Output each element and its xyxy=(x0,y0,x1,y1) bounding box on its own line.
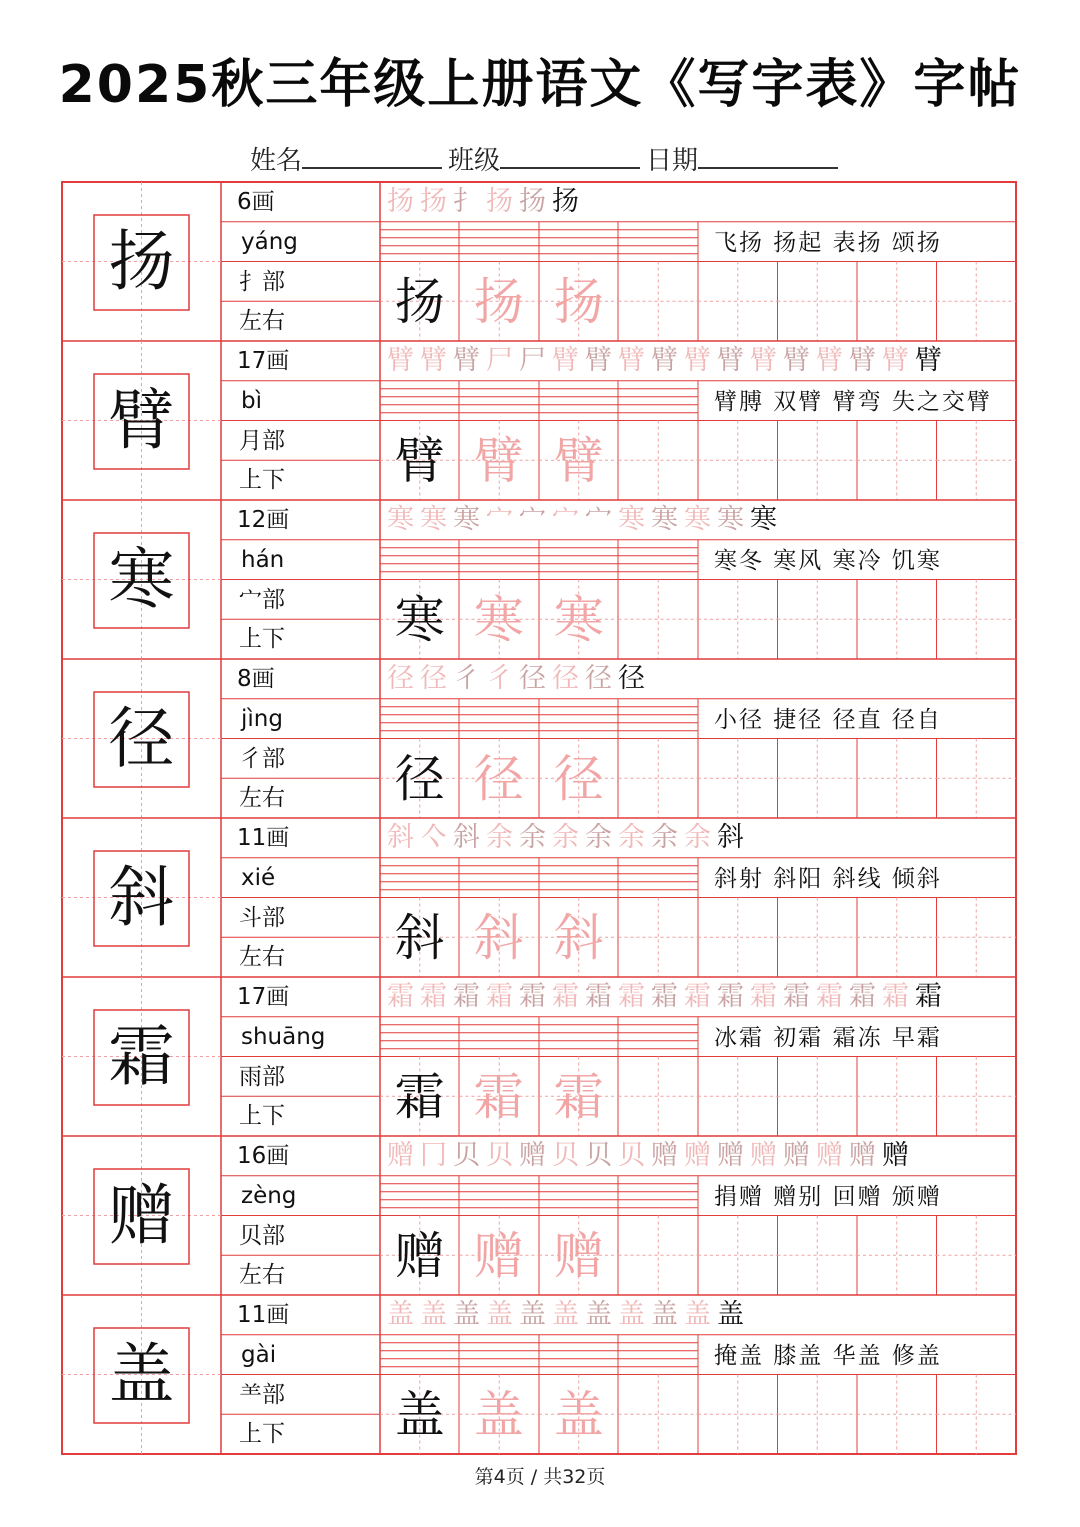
structure: 左右 xyxy=(239,308,285,335)
target-character: 臂 xyxy=(108,382,175,459)
stroke-order xyxy=(384,820,747,856)
target-character: 寒 xyxy=(108,541,175,618)
pinyin: bì xyxy=(241,387,262,414)
stroke-step: 臂 xyxy=(618,345,645,376)
stroke-step: 赠 xyxy=(783,1140,810,1171)
stroke-count: 8画 xyxy=(237,666,275,692)
radical: 扌部 xyxy=(239,268,285,295)
practice-model-char: 径 xyxy=(394,749,445,808)
practice-trace-char: 寒 xyxy=(473,590,524,649)
stroke-step: 余 xyxy=(519,822,546,853)
stroke-order xyxy=(384,979,945,1015)
stroke-step: 径 xyxy=(585,663,612,694)
pinyin: xié xyxy=(241,864,276,891)
stroke-step: 赠 xyxy=(849,1140,876,1171)
stroke-step: 霜 xyxy=(552,981,579,1012)
pinyin: yáng xyxy=(241,228,298,255)
practice-trace-char: 扬 xyxy=(473,272,524,331)
stroke-step: 霜 xyxy=(915,981,942,1012)
class-label: 班级 xyxy=(448,146,501,176)
stroke-step: 霜 xyxy=(717,981,744,1012)
radical: 宀部 xyxy=(239,586,285,613)
stroke-step: 臂 xyxy=(816,345,843,376)
stroke-step: 盖 xyxy=(453,1299,480,1330)
practice-trace-char: 赠 xyxy=(553,1226,604,1285)
example-words: 飞扬 扬起 表扬 颂扬 xyxy=(714,229,942,256)
structure: 上下 xyxy=(239,1103,285,1130)
stroke-step: 寒 xyxy=(684,504,711,535)
stroke-step: 赠 xyxy=(750,1140,777,1171)
stroke-step: 赠 xyxy=(519,1140,546,1171)
page-footer: 第4页 / 共32页 xyxy=(474,1466,606,1488)
stroke-step: 霜 xyxy=(420,981,447,1012)
date-label: 日期 xyxy=(646,146,699,176)
target-character: 赠 xyxy=(108,1177,175,1254)
stroke-step: 宀 xyxy=(519,504,546,535)
structure: 左右 xyxy=(239,944,285,971)
stroke-step: 霜 xyxy=(618,981,645,1012)
stroke-step: 彳 xyxy=(453,663,480,694)
stroke-step: 霜 xyxy=(816,981,843,1012)
stroke-step: 霜 xyxy=(684,981,711,1012)
stroke-step: 臂 xyxy=(915,345,942,376)
stroke-step: 臂 xyxy=(849,345,876,376)
example-words: 捐赠 赠别 回赠 颁赠 xyxy=(714,1183,942,1210)
stroke-step: 余 xyxy=(651,822,678,853)
pinyin: gài xyxy=(241,1341,277,1368)
example-words: 掩盖 膝盖 华盖 修盖 xyxy=(714,1342,942,1369)
stroke-step: 寒 xyxy=(420,504,447,535)
practice-trace-char: 盖 xyxy=(553,1385,604,1444)
pinyin: zèng xyxy=(241,1182,297,1209)
practice-trace-char: 径 xyxy=(553,749,604,808)
stroke-step: 盖 xyxy=(486,1299,513,1330)
stroke-step: 霜 xyxy=(486,981,513,1012)
practice-trace-char: 臂 xyxy=(473,431,524,490)
stroke-step: 盖 xyxy=(420,1299,447,1330)
stroke-step: 冂 xyxy=(420,1140,447,1171)
stroke-step: 宀 xyxy=(552,504,579,535)
radical: 彳部 xyxy=(239,745,285,772)
stroke-step: 赠 xyxy=(684,1140,711,1171)
page-title: 2025秋三年级上册语文《写字表》字帖 xyxy=(58,55,1022,115)
target-character: 斜 xyxy=(108,859,175,936)
practice-model-char: 臂 xyxy=(394,431,445,490)
practice-model-char: 扬 xyxy=(394,272,445,331)
stroke-step: 盖 xyxy=(684,1299,711,1330)
practice-model-char: 斜 xyxy=(394,908,445,967)
stroke-step: 盖 xyxy=(585,1299,612,1330)
stroke-step: 寒 xyxy=(651,504,678,535)
stroke-step: 贝 xyxy=(486,1140,513,1171)
stroke-count: 11画 xyxy=(237,1302,290,1328)
stroke-step: 宀 xyxy=(486,504,513,535)
name-label: 姓名 xyxy=(250,146,303,176)
stroke-step: 臂 xyxy=(453,345,480,376)
stroke-step: 寒 xyxy=(618,504,645,535)
stroke-step: 赠 xyxy=(816,1140,843,1171)
stroke-step: 霜 xyxy=(585,981,612,1012)
target-character: 径 xyxy=(108,700,175,777)
practice-model-char: 盖 xyxy=(394,1385,445,1444)
stroke-step: 寒 xyxy=(750,504,777,535)
stroke-step: 霜 xyxy=(783,981,810,1012)
stroke-step: 臂 xyxy=(387,345,414,376)
example-words: 斜射 斜阳 斜线 倾斜 xyxy=(714,865,942,892)
stroke-step: 余 xyxy=(585,822,612,853)
stroke-step: 扬 xyxy=(387,186,414,217)
stroke-count: 17画 xyxy=(237,984,290,1010)
stroke-step: 盖 xyxy=(519,1299,546,1330)
stroke-step: 径 xyxy=(552,663,579,694)
practice-model-char: 赠 xyxy=(394,1226,445,1285)
stroke-step: 赠 xyxy=(651,1140,678,1171)
stroke-step: 扬 xyxy=(552,186,579,217)
pinyin: hán xyxy=(241,546,285,573)
stroke-step: 臂 xyxy=(882,345,909,376)
pinyin: shuāng xyxy=(241,1023,326,1050)
stroke-step: 赠 xyxy=(717,1140,744,1171)
structure: 左右 xyxy=(239,1262,285,1289)
stroke-count: 11画 xyxy=(237,825,290,851)
stroke-step: 余 xyxy=(552,822,579,853)
stroke-step: 贝 xyxy=(618,1140,645,1171)
stroke-step: 臂 xyxy=(717,345,744,376)
practice-trace-char: 盖 xyxy=(473,1385,524,1444)
stroke-step: 盖 xyxy=(387,1299,414,1330)
radical: 贝部 xyxy=(239,1222,285,1249)
radical: 斗部 xyxy=(239,904,285,931)
stroke-count: 6画 xyxy=(237,189,275,215)
stroke-step: 赠 xyxy=(387,1140,414,1171)
practice-trace-char: 赠 xyxy=(473,1226,524,1285)
target-character: 扬 xyxy=(108,223,175,300)
stroke-step: 彳 xyxy=(486,663,513,694)
practice-trace-char: 径 xyxy=(473,749,524,808)
practice-trace-char: 寒 xyxy=(553,590,604,649)
stroke-step: 臂 xyxy=(651,345,678,376)
stroke-step: 径 xyxy=(420,663,447,694)
stroke-step: 贝 xyxy=(453,1140,480,1171)
stroke-step: 盖 xyxy=(717,1299,744,1330)
stroke-step: 霜 xyxy=(387,981,414,1012)
practice-trace-char: 斜 xyxy=(553,908,604,967)
stroke-order xyxy=(384,343,945,379)
stroke-step: 扌 xyxy=(453,186,480,217)
stroke-step: 霜 xyxy=(750,981,777,1012)
radical: ⺷部 xyxy=(239,1381,285,1408)
stroke-step: 盖 xyxy=(618,1299,645,1330)
stroke-step: 径 xyxy=(387,663,414,694)
stroke-count: 12画 xyxy=(237,507,290,533)
stroke-step: 亽 xyxy=(420,822,447,853)
stroke-step: 臂 xyxy=(585,345,612,376)
stroke-step: 斜 xyxy=(387,822,414,853)
practice-model-char: 寒 xyxy=(394,590,445,649)
stroke-step: 贝 xyxy=(585,1140,612,1171)
stroke-step: 径 xyxy=(519,663,546,694)
stroke-step: 寒 xyxy=(717,504,744,535)
structure: 左右 xyxy=(239,785,285,812)
stroke-order xyxy=(384,184,582,220)
stroke-step: 余 xyxy=(618,822,645,853)
stroke-step: 赠 xyxy=(882,1140,909,1171)
target-character: 霜 xyxy=(108,1018,175,1095)
stroke-step: 盖 xyxy=(651,1299,678,1330)
stroke-step: 霜 xyxy=(453,981,480,1012)
practice-trace-char: 扬 xyxy=(553,272,604,331)
stroke-step: 尸 xyxy=(486,345,513,376)
example-words: 臂膊 双臂 臂弯 失之交臂 xyxy=(714,388,992,415)
stroke-step: 余 xyxy=(486,822,513,853)
stroke-order xyxy=(384,1138,912,1174)
pinyin: jìng xyxy=(241,705,283,732)
target-character: 盖 xyxy=(108,1336,175,1413)
practice-trace-char: 斜 xyxy=(473,908,524,967)
stroke-step: 余 xyxy=(684,822,711,853)
structure: 上下 xyxy=(239,1421,285,1448)
stroke-order xyxy=(384,1297,747,1333)
stroke-step: 尸 xyxy=(519,345,546,376)
stroke-order xyxy=(384,661,648,697)
stroke-step: 径 xyxy=(618,663,645,694)
practice-trace-char: 霜 xyxy=(553,1067,604,1126)
practice-model-char: 霜 xyxy=(394,1067,445,1126)
structure: 上下 xyxy=(239,467,285,494)
example-words: 寒冬 寒风 寒冷 饥寒 xyxy=(714,547,942,574)
stroke-step: 寒 xyxy=(453,504,480,535)
stroke-step: 斜 xyxy=(717,822,744,853)
stroke-step: 盖 xyxy=(552,1299,579,1330)
stroke-step: 贝 xyxy=(552,1140,579,1171)
structure: 上下 xyxy=(239,626,285,653)
radical: 月部 xyxy=(239,427,285,454)
stroke-count: 17画 xyxy=(237,348,290,374)
radical: 雨部 xyxy=(239,1063,285,1090)
practice-trace-char: 臂 xyxy=(553,431,604,490)
stroke-order xyxy=(384,502,780,538)
stroke-step: 霜 xyxy=(882,981,909,1012)
stroke-step: 扬 xyxy=(420,186,447,217)
stroke-step: 臂 xyxy=(684,345,711,376)
stroke-step: 臂 xyxy=(750,345,777,376)
practice-trace-char: 霜 xyxy=(473,1067,524,1126)
stroke-step: 扬 xyxy=(519,186,546,217)
stroke-step: 霜 xyxy=(651,981,678,1012)
stroke-step: 扬 xyxy=(486,186,513,217)
example-words: 小径 捷径 径直 径自 xyxy=(714,706,942,733)
stroke-step: 臂 xyxy=(420,345,447,376)
stroke-step: 臂 xyxy=(783,345,810,376)
stroke-step: 宀 xyxy=(585,504,612,535)
stroke-count: 16画 xyxy=(237,1143,290,1169)
stroke-step: 斜 xyxy=(453,822,480,853)
stroke-step: 寒 xyxy=(387,504,414,535)
stroke-step: 臂 xyxy=(552,345,579,376)
example-words: 冰霜 初霜 霜冻 早霜 xyxy=(714,1024,942,1051)
stroke-step: 霜 xyxy=(519,981,546,1012)
stroke-step: 霜 xyxy=(849,981,876,1012)
